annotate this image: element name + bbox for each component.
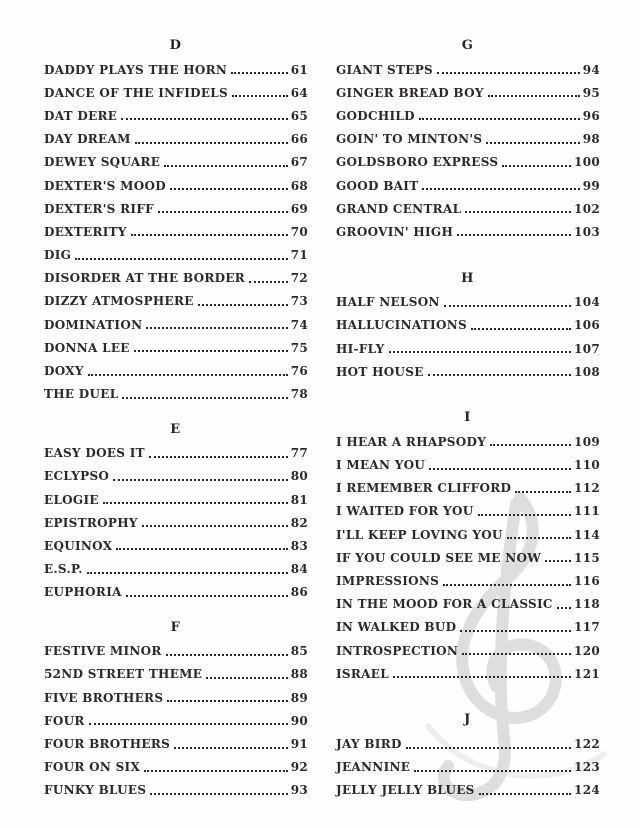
dot-leader (507, 530, 571, 539)
page-number: 72 (290, 271, 308, 286)
dot-leader (428, 367, 571, 376)
song-title: DONNA LEE (44, 340, 130, 355)
song-title: DADDY PLAYS THE HORN (44, 62, 228, 77)
song-title: I REMEMBER CLIFFORD (336, 481, 512, 496)
toc-entry (44, 151, 308, 174)
page-number: 122 (574, 737, 600, 751)
page-number: 66 (290, 132, 308, 147)
dot-leader (158, 204, 288, 213)
song-title: JEANNINE (336, 760, 411, 775)
toc-entry (44, 779, 308, 802)
page-number: 107 (574, 341, 600, 356)
dot-leader (88, 367, 288, 376)
dot-leader (134, 343, 288, 352)
dot-leader (557, 600, 571, 609)
toc-entry (44, 290, 308, 313)
page-number: 108 (574, 364, 600, 379)
toc-entry (44, 336, 308, 359)
page-number: 89 (290, 690, 308, 705)
page-number: 115 (574, 550, 600, 565)
toc-column-right (336, 34, 600, 802)
dot-leader (164, 158, 288, 167)
dot-leader (406, 740, 571, 749)
dot-leader (249, 274, 288, 283)
toc-entry (44, 488, 308, 511)
toc-entry (336, 104, 600, 127)
toc-entry (336, 58, 600, 81)
song-title: DISORDER AT THE BORDER (44, 271, 246, 286)
toc-entry (336, 569, 600, 592)
song-title: FOUR ON SIX (44, 760, 141, 775)
dot-leader (479, 786, 571, 795)
section-header: E (170, 421, 182, 437)
dot-leader (231, 65, 288, 74)
song-title: JAY BIRD (336, 737, 402, 751)
page-number: 121 (574, 666, 600, 681)
page-number: 75 (290, 340, 308, 355)
toc-entry (44, 756, 308, 779)
toc-entry (336, 128, 600, 151)
page-number: 120 (574, 643, 600, 658)
page-number: 85 (290, 644, 308, 659)
toc-entry (44, 128, 308, 151)
song-title: GROOVIN' HIGH (336, 224, 454, 239)
dot-leader (170, 181, 288, 190)
page-number: 110 (574, 458, 600, 473)
song-title: ISRAEL (336, 666, 389, 681)
toc-entry (44, 442, 308, 465)
song-title: E.S.P. (44, 562, 83, 577)
song-title: DOXY (44, 364, 84, 379)
song-title: FOUR (44, 713, 85, 728)
dot-leader (457, 227, 571, 236)
song-title: DEXTER'S MOOD (44, 178, 166, 193)
section-header: I (464, 410, 472, 426)
dot-leader (198, 297, 288, 306)
dot-leader (167, 693, 287, 702)
section-H (336, 267, 600, 384)
page-number: 98 (582, 132, 600, 147)
dot-leader (135, 135, 288, 144)
dot-leader (103, 495, 288, 504)
dot-leader (414, 763, 571, 772)
toc-entry (44, 244, 308, 267)
dot-leader (131, 227, 288, 236)
toc-entry (44, 534, 308, 557)
dot-leader (462, 646, 571, 655)
page-number: 112 (574, 481, 600, 496)
dot-leader (126, 588, 288, 597)
page-number: 90 (290, 713, 308, 728)
dot-leader (149, 449, 288, 458)
toc-entry (336, 337, 600, 360)
dot-leader (471, 321, 571, 330)
page-number: 109 (574, 434, 600, 449)
dot-leader (75, 251, 288, 260)
song-title: DEXTER'S RIFF (44, 201, 154, 216)
toc-entry (336, 197, 600, 220)
toc-entry (336, 151, 600, 174)
dot-leader (437, 65, 580, 74)
toc-entry (44, 313, 308, 336)
toc-entry (336, 546, 600, 569)
song-title: GIANT STEPS (336, 62, 433, 77)
toc-entry (44, 640, 308, 663)
dot-leader (429, 461, 571, 470)
toc-entry (336, 756, 600, 779)
dot-leader (486, 135, 579, 144)
song-title: FESTIVE MINOR (44, 644, 162, 659)
dot-leader (389, 344, 572, 353)
song-title: HALF NELSON (336, 295, 440, 310)
dot-leader (419, 111, 580, 120)
section-J (336, 708, 600, 802)
dot-leader (488, 88, 580, 97)
dot-leader (89, 716, 288, 725)
section-I (336, 406, 600, 685)
page-number: 116 (574, 574, 600, 589)
section-E (44, 418, 308, 604)
page-number: 94 (582, 62, 600, 77)
page-number: 70 (290, 224, 308, 239)
page-number: 91 (290, 737, 308, 752)
toc-entry (336, 174, 600, 197)
page-number: 73 (290, 294, 308, 309)
toc-entry (336, 593, 600, 616)
page-number: 64 (290, 85, 308, 100)
song-title: EQUINOX (44, 538, 113, 553)
song-title: GOIN' TO MINTON'S (336, 132, 483, 147)
toc-entry (44, 511, 308, 534)
toc-entry (44, 663, 308, 686)
page-number: 67 (290, 155, 308, 170)
toc-entry (44, 174, 308, 197)
song-title: GRAND CENTRAL (336, 201, 462, 216)
dot-leader (174, 740, 288, 749)
page-number: 111 (574, 504, 600, 519)
toc-entry (336, 220, 600, 243)
page-number: 84 (290, 562, 308, 577)
section-F (44, 616, 308, 802)
song-title: GINGER BREAD BOY (336, 85, 484, 100)
page-number: 106 (574, 318, 600, 333)
dot-leader (393, 669, 571, 678)
page-number: 102 (574, 201, 600, 216)
dot-leader (113, 472, 288, 481)
song-title: I'LL KEEP LOVING YOU (336, 527, 503, 542)
section-header: H (461, 270, 475, 286)
song-title: DEWEY SQUARE (44, 155, 161, 170)
section-header: D (169, 38, 183, 53)
page-number: 76 (290, 364, 308, 379)
toc-entry (44, 81, 308, 104)
page-number: 124 (574, 783, 600, 798)
page-number: 68 (290, 178, 308, 193)
page-number: 78 (290, 387, 308, 402)
toc-entry (336, 732, 600, 755)
section-header: J (464, 712, 472, 728)
song-title: FOUR BROTHERS (44, 737, 171, 752)
dot-leader (460, 623, 571, 632)
dot-leader (443, 577, 571, 586)
page-number: 99 (582, 178, 600, 193)
toc-entry (336, 360, 600, 383)
section-D (44, 34, 308, 406)
page-number: 86 (290, 585, 308, 600)
page-number: 74 (290, 317, 308, 332)
toc-entry (336, 523, 600, 546)
song-title: DIZZY ATMOSPHERE (44, 294, 194, 309)
page-number: 61 (290, 62, 308, 77)
dot-leader (166, 647, 288, 656)
song-title: IN WALKED BUD (336, 620, 457, 635)
page-number: 103 (574, 224, 600, 239)
toc-entry (44, 581, 308, 604)
toc-entry (336, 477, 600, 500)
toc-entry (336, 454, 600, 477)
page-number: 92 (290, 760, 308, 775)
toc-entry (336, 639, 600, 662)
toc-entry (44, 709, 308, 732)
page-number: 118 (574, 597, 600, 612)
song-title: THE DUEL (44, 387, 119, 402)
song-title: JELLY JELLY BLUES (336, 783, 475, 798)
song-title: 52ND STREET THEME (44, 667, 203, 682)
toc-entry (336, 81, 600, 104)
song-title: FUNKY BLUES (44, 783, 147, 798)
dot-leader (116, 541, 287, 550)
song-title: DEXTERITY (44, 224, 127, 239)
page-number: 96 (582, 108, 600, 123)
dot-leader (490, 437, 571, 446)
dot-leader (206, 670, 288, 679)
dot-leader (478, 507, 572, 516)
page-number: 117 (574, 620, 600, 635)
page-number: 114 (574, 527, 600, 542)
toc-entry (44, 732, 308, 755)
song-title: DAT DERE (44, 108, 118, 123)
toc-entry (44, 58, 308, 81)
toc-entry (44, 359, 308, 382)
song-title: INTROSPECTION (336, 643, 459, 658)
toc-column-left (44, 34, 308, 802)
toc-entry (336, 314, 600, 337)
section-header: F (170, 619, 182, 635)
section-header: G (461, 38, 475, 53)
page-number: 82 (290, 515, 308, 530)
song-title: DAY DREAM (44, 132, 131, 147)
dot-leader (87, 565, 288, 574)
dot-leader (515, 484, 571, 493)
toc-entry (336, 616, 600, 639)
toc-entry (44, 220, 308, 243)
song-title: GODCHILD (336, 108, 415, 123)
song-title: DANCE OF THE INFIDELS (44, 85, 228, 100)
dot-leader (465, 204, 571, 213)
toc-entry (336, 662, 600, 685)
song-title: ECLYPSO (44, 469, 110, 484)
page-number: 77 (290, 446, 308, 461)
dot-leader (444, 298, 571, 307)
toc-entry (44, 197, 308, 220)
page-number: 100 (574, 155, 600, 170)
toc-entry (336, 430, 600, 453)
page-number: 83 (290, 538, 308, 553)
dot-leader (121, 111, 287, 120)
song-title: I HEAR A RHAPSODY (336, 434, 487, 449)
song-title: EASY DOES IT (44, 446, 145, 461)
song-title: ELOGIE (44, 492, 99, 507)
toc-entry (44, 465, 308, 488)
dot-leader (146, 320, 287, 329)
page-number: 123 (574, 760, 600, 775)
toc-columns (44, 34, 600, 802)
dot-leader (545, 553, 571, 562)
page-number: 81 (290, 492, 308, 507)
page-number: 95 (582, 85, 600, 100)
dot-leader (122, 390, 287, 399)
page-number: 69 (290, 201, 308, 216)
song-title: HALLUCINATIONS (336, 318, 467, 333)
song-title: GOLDSBORO EXPRESS (336, 155, 499, 170)
toc-entry (44, 104, 308, 127)
song-title: IN THE MOOD FOR A CLASSIC (336, 597, 553, 612)
song-title: I WAITED FOR YOU (336, 504, 474, 519)
song-title: IMPRESSIONS (336, 574, 440, 589)
dot-leader (142, 518, 288, 527)
song-title: DOMINATION (44, 317, 143, 332)
toc-entry (336, 779, 600, 802)
toc-entry (336, 291, 600, 314)
song-title: HOT HOUSE (336, 364, 424, 379)
song-title: HI-FLY (336, 341, 385, 356)
toc-entry (44, 267, 308, 290)
song-title: I MEAN YOU (336, 458, 426, 473)
section-G (336, 34, 600, 244)
song-title: GOOD BAIT (336, 178, 419, 193)
page-number: 104 (574, 295, 600, 310)
song-title: EPISTROPHY (44, 515, 138, 530)
dot-leader (144, 763, 288, 772)
dot-leader (502, 158, 571, 167)
song-title: DIG (44, 248, 72, 263)
song-title: FIVE BROTHERS (44, 690, 164, 705)
song-title: EUPHORIA (44, 585, 122, 600)
toc-entry (44, 383, 308, 406)
toc-entry (336, 500, 600, 523)
page-number: 71 (290, 248, 308, 263)
toc-entry (44, 686, 308, 709)
page-number: 65 (290, 108, 308, 123)
toc-entry (44, 558, 308, 581)
dot-leader (232, 88, 288, 97)
dot-leader (150, 786, 287, 795)
page-number: 80 (290, 469, 308, 484)
page-number: 93 (290, 783, 308, 798)
song-title: IF YOU COULD SEE ME NOW (336, 550, 542, 565)
dot-leader (422, 181, 579, 190)
page-number: 88 (290, 667, 308, 682)
